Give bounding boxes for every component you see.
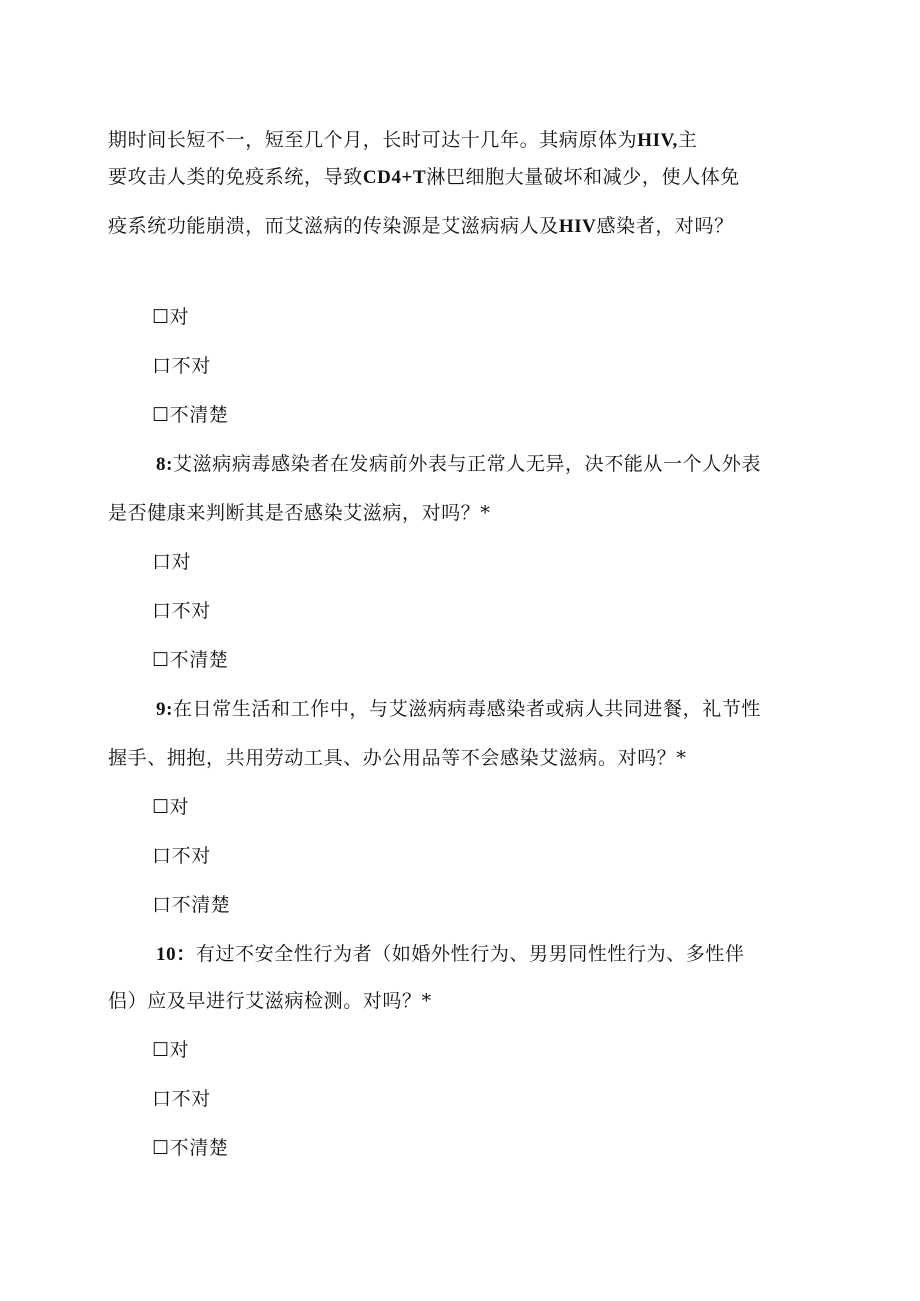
q10-text-line-1: 10：有过不安全性行为者（如婚外性行为、男男同性性行为、多性伴 <box>156 943 745 965</box>
q7-option-yes[interactable]: ☐对 <box>152 306 190 328</box>
q8-text-line-2: 是否健康来判断其是否感染艾滋病，对吗？* <box>108 502 491 524</box>
q8-option-yes[interactable]: 口对 <box>152 551 192 573</box>
q9-option-no[interactable]: 口不对 <box>152 845 211 867</box>
q7-text-line-2: 要攻击人类的免疫系统，导致CD4+T淋巴细胞大量破坏和减少，使人体免 <box>108 166 740 188</box>
q9-number: 9: <box>156 699 174 720</box>
q8-number: 8: <box>156 454 174 475</box>
q8-option-no[interactable]: 口不对 <box>152 600 211 622</box>
q9-option-yes[interactable]: ☐对 <box>152 796 190 818</box>
q10-option-no[interactable]: 口不对 <box>152 1088 211 1110</box>
q10-option-yes[interactable]: ☐对 <box>152 1039 190 1061</box>
q10-option-unsure[interactable]: ☐不清楚 <box>152 1137 229 1159</box>
q8-option-unsure[interactable]: ☐不清楚 <box>152 649 229 671</box>
q9-text-line-1: 9:在日常生活和工作中，与艾滋病病毒感染者或病人共同进餐，礼节性 <box>156 698 762 720</box>
q7-text-line-1: 期时间长短不一，短至几个月，长时可达十几年。其病原体为HIV,主 <box>108 129 698 151</box>
q8-text-line-1: 8:艾滋病病毒感染者在发病前外表与正常人无异，决不能从一个人外表 <box>156 453 762 475</box>
q10-number: 10： <box>156 944 196 965</box>
q7-text-line-3: 疫系统功能崩溃，而艾滋病的传染源是艾滋病病人及HIV感染者，对吗？ <box>108 215 734 237</box>
q7-option-unsure[interactable]: ☐不清楚 <box>152 404 229 426</box>
q7-option-no[interactable]: 口不对 <box>152 355 211 377</box>
q9-text-line-2: 握手、拥抱，共用劳动工具、办公用品等不会感染艾滋病。对吗？* <box>108 747 687 769</box>
q9-option-unsure[interactable]: 口不清楚 <box>152 894 231 916</box>
q10-text-line-2: 侣）应及早进行艾滋病检测。对吗？* <box>108 990 432 1012</box>
